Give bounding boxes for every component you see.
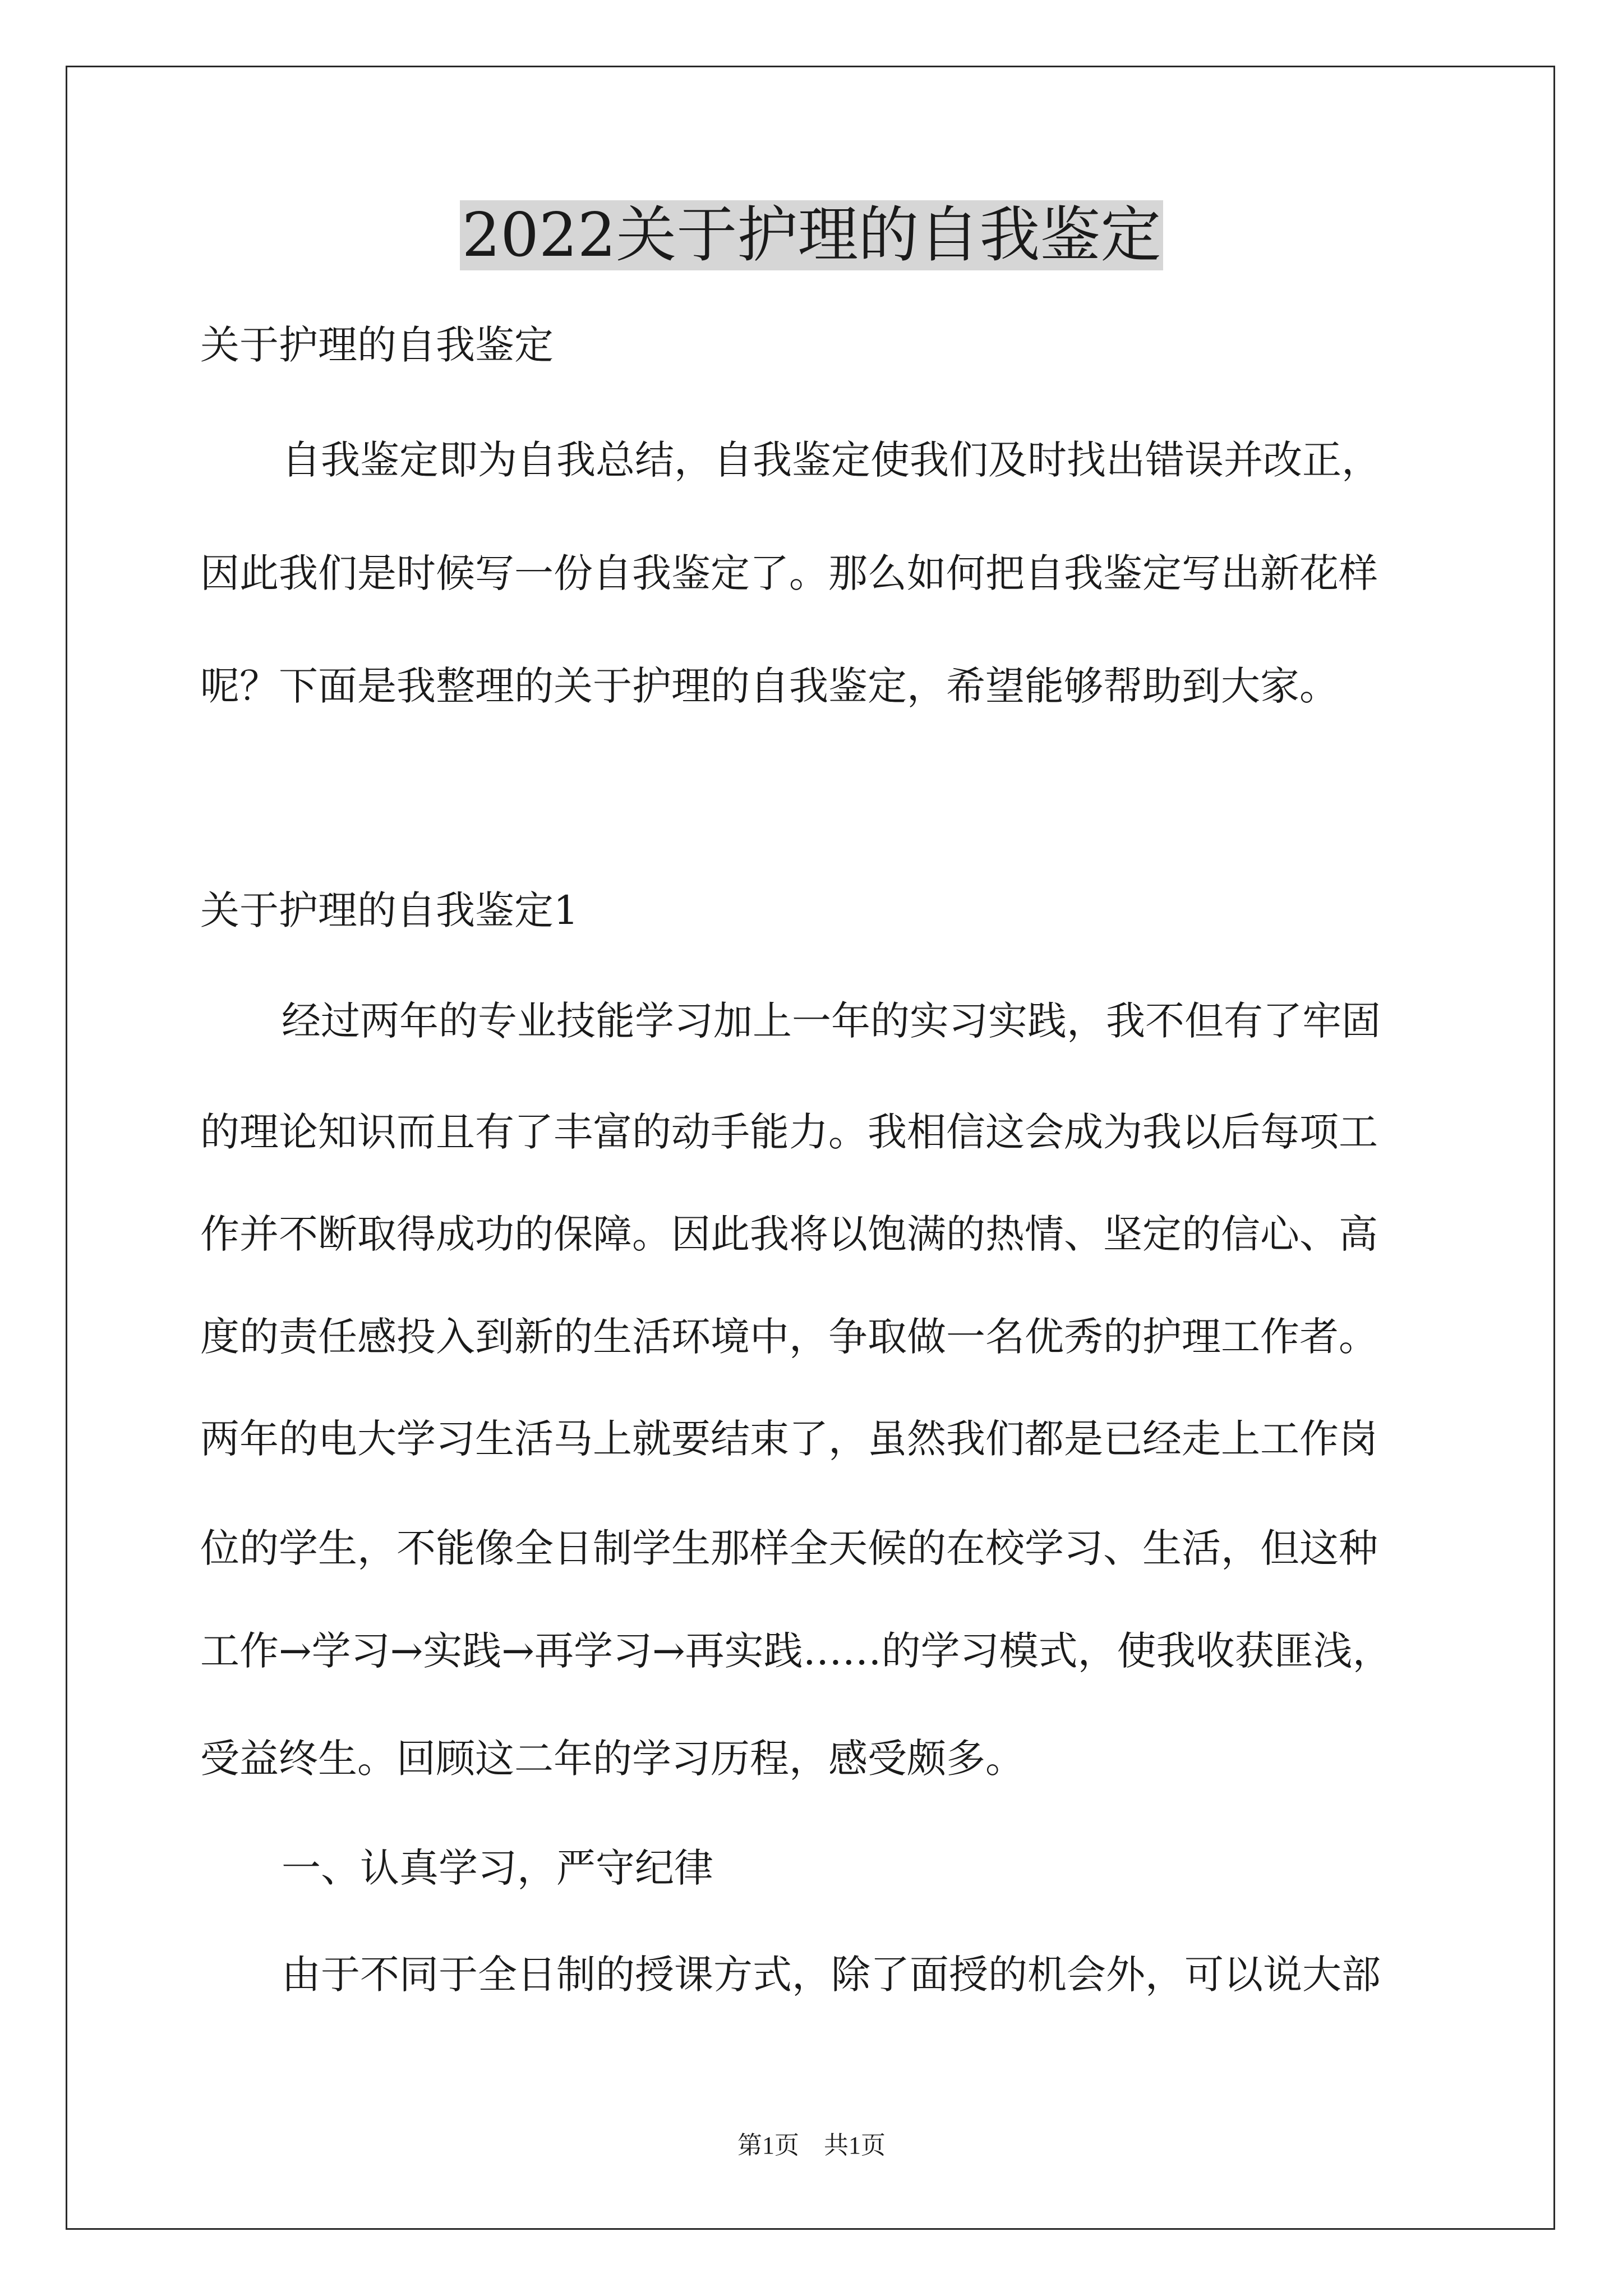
paragraph-line: 作并不断取得成功的保障。因此我将以饱满的热情、坚定的信心、高 <box>200 1211 1378 1257</box>
paragraph-line: 工作→学习→实践→再学习→再实践……的学习模式，使我收获匪浅， <box>200 1628 1392 1674</box>
section-heading: 关于护理的自我鉴定 <box>200 322 554 368</box>
paragraph-line: 位的学生，不能像全日制学生那样全天候的在校学习、生活，但这种 <box>200 1525 1378 1571</box>
page-footer: 第1页 共1页 <box>737 2132 886 2159</box>
paragraph-line: 经过两年的专业技能学习加上一年的实习实践，我不但有了牢固 <box>282 998 1381 1044</box>
paragraph-line: 度的责任感投入到新的生活环境中，争取做一名优秀的护理工作者。 <box>200 1314 1378 1360</box>
paragraph-line: 由于不同于全日制的授课方式，除了面授的机会外，可以说大部 <box>282 1952 1381 1998</box>
subheading: 一、认真学习，严守纪律 <box>282 1845 713 1891</box>
paragraph-line: 两年的电大学习生活马上就要结束了，虽然我们都是已经走上工作岗 <box>200 1416 1378 1462</box>
section-heading: 关于护理的自我鉴定1 <box>200 887 579 933</box>
paragraph-line: 因此我们是时候写一份自我鉴定了。那么如何把自我鉴定写出新花样 <box>200 550 1378 596</box>
document-title <box>0 194 1623 278</box>
paragraph-line: 受益终生。回顾这二年的学习历程，感受颇多。 <box>200 1736 1025 1782</box>
document-title-text: 2022关于护理的自我鉴定 <box>460 200 1164 270</box>
paragraph-line: 的理论知识而且有了丰富的动手能力。我相信这会成为我以后每项工 <box>200 1109 1378 1155</box>
paragraph-line: 自我鉴定即为自我总结，自我鉴定使我们及时找出错误并改正， <box>282 437 1381 483</box>
paragraph-line: 呢？下面是我整理的关于护理的自我鉴定，希望能够帮助到大家。 <box>200 663 1339 709</box>
